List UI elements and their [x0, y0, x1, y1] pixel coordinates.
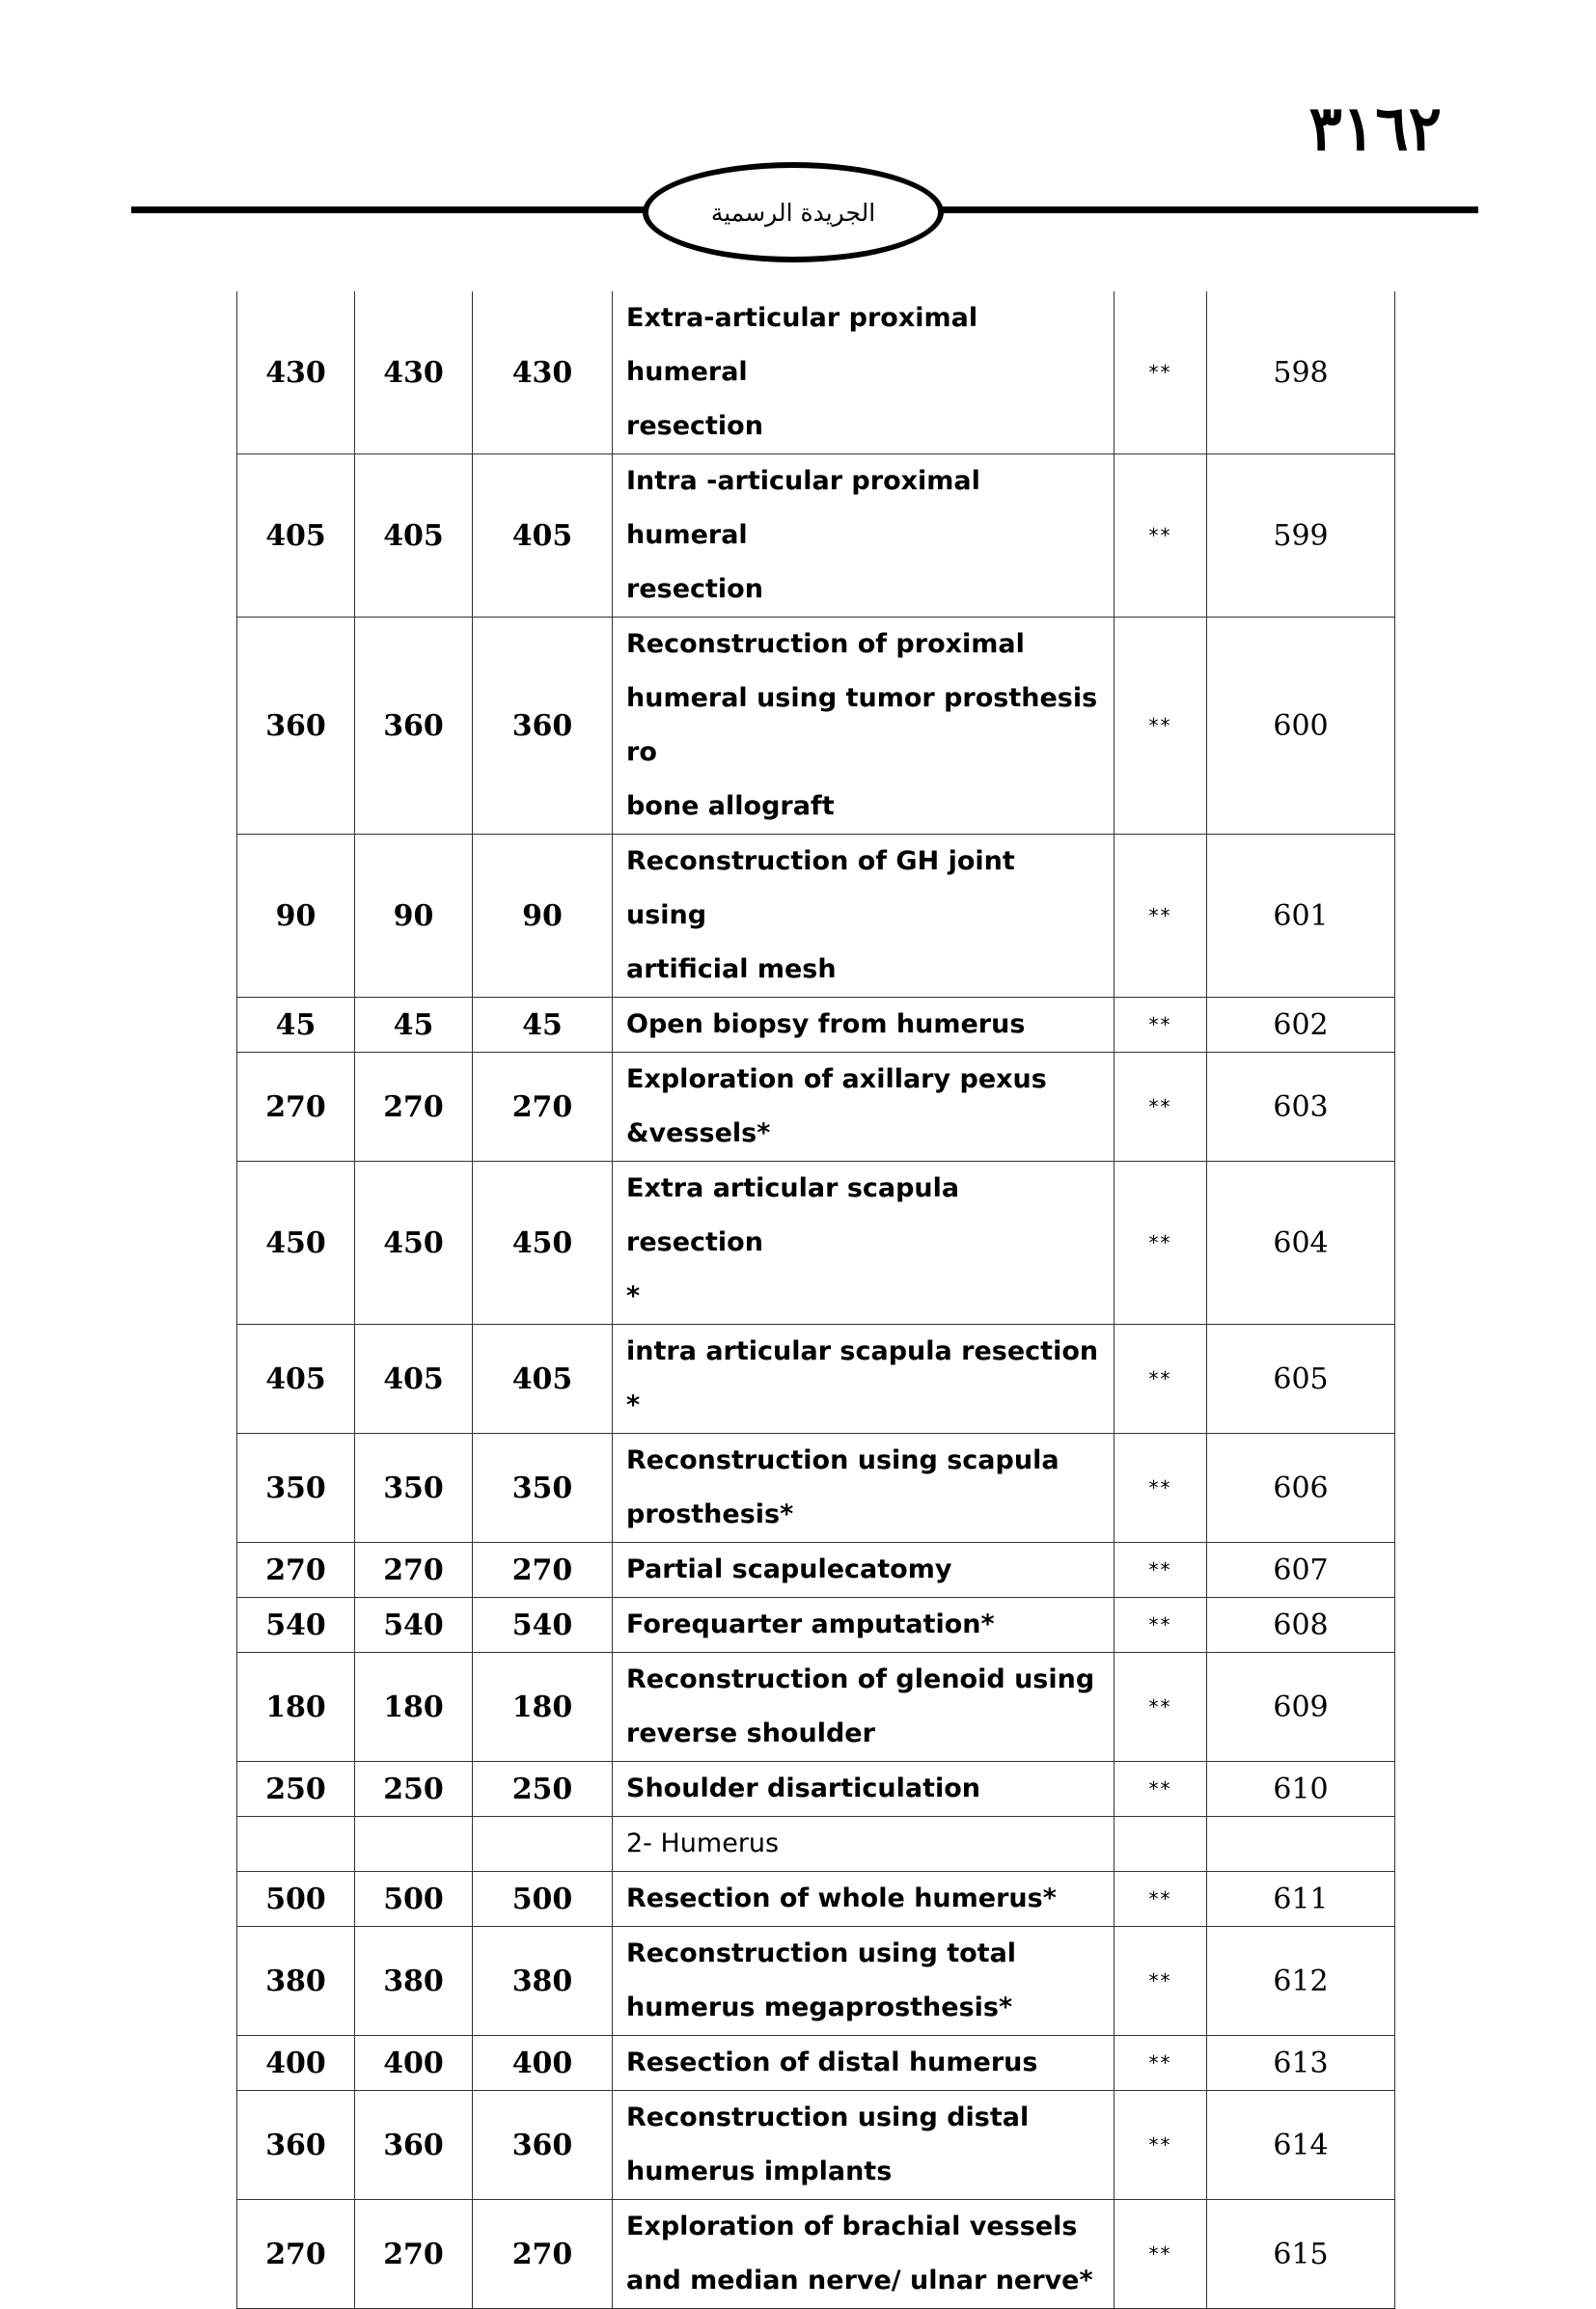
- description-line: Extra-articular proximal humeral: [626, 303, 978, 387]
- star-marker: **: [1114, 2091, 1207, 2200]
- star-marker: **: [1114, 1325, 1207, 1434]
- fee-cell-3: 180: [473, 1653, 613, 1762]
- description-line: 2- Humerus: [626, 1828, 780, 1858]
- table-row: [237, 1927, 1395, 2036]
- description-line: *: [626, 1281, 641, 1311]
- description-line: Exploration of brachial vessels: [626, 2212, 1078, 2241]
- description-line: and median nerve/ ulnar nerve*: [626, 2266, 1093, 2295]
- procedure-code: 615: [1207, 2200, 1395, 2309]
- fee-cell-3: 430: [473, 291, 613, 454]
- fee-cell-1: 380: [237, 1927, 355, 2036]
- procedure-code: 607: [1207, 1543, 1395, 1598]
- page-number: ٣١٦٢: [1308, 93, 1442, 165]
- fee-cell-2: 90: [355, 835, 473, 998]
- table-row: [237, 1817, 1395, 1872]
- procedure-code: 613: [1207, 2036, 1395, 2091]
- fee-cell-3: [473, 1817, 613, 1872]
- description-line: Forequarter amputation*: [626, 1609, 995, 1639]
- fee-cell-2: 180: [355, 1653, 473, 1762]
- fee-cell-3: 270: [473, 1053, 613, 1162]
- description-line: Reconstruction using scapula: [626, 1445, 1059, 1475]
- procedure-code: 608: [1207, 1598, 1395, 1653]
- fee-cell-1: 450: [237, 1162, 355, 1325]
- fee-cell-1: 405: [237, 1325, 355, 1434]
- star-marker: **: [1114, 1434, 1207, 1543]
- fee-cell-1: 250: [237, 1762, 355, 1817]
- fee-cell-2: 250: [355, 1762, 473, 1817]
- description-line: Shoulder disarticulation: [626, 1773, 981, 1803]
- star-marker: **: [1114, 835, 1207, 998]
- star-marker: **: [1114, 1053, 1207, 1162]
- description-line: Reconstruction of GH joint using: [626, 846, 1015, 930]
- star-marker: **: [1114, 1927, 1207, 2036]
- procedure-code: [1207, 1817, 1395, 1872]
- procedure-description: [613, 835, 1114, 998]
- fee-cell-2: 350: [355, 1434, 473, 1543]
- fee-cell-2: [355, 1817, 473, 1872]
- fee-cell-1: 45: [237, 998, 355, 1053]
- fee-cell-1: 270: [237, 2200, 355, 2309]
- fee-cell-3: 270: [473, 2200, 613, 2309]
- procedure-code: 609: [1207, 1653, 1395, 1762]
- description-line: Reconstruction of proximal: [626, 629, 1025, 659]
- fee-cell-1: 360: [237, 2091, 355, 2200]
- description-line: bone allograft: [626, 791, 835, 821]
- fee-cell-2: 360: [355, 2091, 473, 2200]
- procedure-description: [613, 1162, 1114, 1325]
- procedure-code: 612: [1207, 1927, 1395, 2036]
- procedure-description: [613, 1543, 1114, 1598]
- description-line: &vessels*: [626, 1118, 771, 1148]
- star-marker: **: [1114, 1762, 1207, 1817]
- star-marker: **: [1114, 1872, 1207, 1927]
- table-row: [237, 998, 1395, 1053]
- fee-cell-2: 400: [355, 2036, 473, 2091]
- fee-cell-3: 360: [473, 618, 613, 835]
- procedure-description: [613, 1653, 1114, 1762]
- table-row: [237, 291, 1395, 454]
- fee-cell-1: 270: [237, 1543, 355, 1598]
- fee-cell-2: 540: [355, 1598, 473, 1653]
- description-line: Partial scapulecatomy: [626, 1554, 952, 1584]
- procedure-code: 604: [1207, 1162, 1395, 1325]
- table-row: [237, 1434, 1395, 1543]
- fee-table: [236, 291, 1395, 2309]
- procedure-description: [613, 1927, 1114, 2036]
- table-row: [237, 2036, 1395, 2091]
- header-oval: [643, 162, 944, 262]
- star-marker: **: [1114, 291, 1207, 454]
- procedure-code: 598: [1207, 291, 1395, 454]
- table-row: [237, 2200, 1395, 2309]
- procedure-description: [613, 618, 1114, 835]
- description-line: humerus implants: [626, 2157, 893, 2186]
- star-marker: **: [1114, 1598, 1207, 1653]
- procedure-description: [613, 2036, 1114, 2091]
- fee-cell-2: 270: [355, 1053, 473, 1162]
- description-line: Exploration of axillary pexus: [626, 1064, 1047, 1094]
- star-marker: **: [1114, 1543, 1207, 1598]
- fee-cell-1: 350: [237, 1434, 355, 1543]
- fee-cell-2: 380: [355, 1927, 473, 2036]
- fee-cell-1: 400: [237, 2036, 355, 2091]
- description-line: humerus megaprosthesis*: [626, 1993, 1013, 2022]
- table-row: [237, 1598, 1395, 1653]
- procedure-code: 614: [1207, 2091, 1395, 2200]
- procedure-description: [613, 998, 1114, 1053]
- procedure-description: [613, 291, 1114, 454]
- procedure-code: 600: [1207, 618, 1395, 835]
- table-row: [237, 2091, 1395, 2200]
- procedure-description: [613, 454, 1114, 618]
- fee-cell-3: 90: [473, 835, 613, 998]
- fee-cell-3: 400: [473, 2036, 613, 2091]
- description-line: prosthesis*: [626, 1499, 794, 1529]
- fee-cell-1: 500: [237, 1872, 355, 1927]
- fee-cell-3: 540: [473, 1598, 613, 1653]
- table-row: [237, 1053, 1395, 1162]
- star-marker: **: [1114, 998, 1207, 1053]
- star-marker: [1114, 1817, 1207, 1872]
- table-row: [237, 1762, 1395, 1817]
- fee-cell-2: 270: [355, 2200, 473, 2309]
- procedure-description: [613, 1325, 1114, 1434]
- star-marker: **: [1114, 1653, 1207, 1762]
- procedure-code: 606: [1207, 1434, 1395, 1543]
- procedure-code: 611: [1207, 1872, 1395, 1927]
- fee-cell-1: 405: [237, 454, 355, 618]
- fee-cell-1: 430: [237, 291, 355, 454]
- description-line: Reconstruction using total: [626, 1938, 1017, 1968]
- fee-cell-2: 405: [355, 454, 473, 618]
- procedure-description: [613, 1872, 1114, 1927]
- fee-cell-3: 380: [473, 1927, 613, 2036]
- header-title: الجريدة الرسمية: [710, 198, 876, 227]
- description-line: Open biopsy from humerus: [626, 1009, 1026, 1039]
- procedure-code: 605: [1207, 1325, 1395, 1434]
- description-line: Resection of whole humerus*: [626, 1883, 1057, 1913]
- description-line: resection: [626, 411, 763, 441]
- procedure-description: [613, 2200, 1114, 2309]
- description-line: Reconstruction of glenoid using: [626, 1664, 1095, 1694]
- procedure-code: 601: [1207, 835, 1395, 998]
- fee-cell-2: 360: [355, 618, 473, 835]
- table-row: [237, 1653, 1395, 1762]
- description-line: *: [626, 1390, 641, 1420]
- procedure-description: [613, 1817, 1114, 1872]
- procedure-description: [613, 1053, 1114, 1162]
- fee-cell-1: 360: [237, 618, 355, 835]
- table-row: [237, 1543, 1395, 1598]
- table-row: [237, 1325, 1395, 1434]
- fee-cell-3: 350: [473, 1434, 613, 1543]
- fee-cell-2: 430: [355, 291, 473, 454]
- procedure-description: [613, 1598, 1114, 1653]
- description-line: Intra -articular proximal humeral: [626, 466, 980, 550]
- procedure-code: 599: [1207, 454, 1395, 618]
- procedure-code: 602: [1207, 998, 1395, 1053]
- fee-cell-1: 180: [237, 1653, 355, 1762]
- description-line: humeral using tumor prosthesis: [626, 683, 1098, 713]
- fee-cell-3: 45: [473, 998, 613, 1053]
- fee-cell-2: 405: [355, 1325, 473, 1434]
- fee-cell-1: [237, 1817, 355, 1872]
- star-marker: **: [1114, 1162, 1207, 1325]
- fee-cell-3: 405: [473, 454, 613, 618]
- description-line: reverse shoulder: [626, 1718, 875, 1748]
- fee-cell-3: 250: [473, 1762, 613, 1817]
- procedure-code: 603: [1207, 1053, 1395, 1162]
- star-marker: **: [1114, 2200, 1207, 2309]
- fee-cell-2: 270: [355, 1543, 473, 1598]
- table-row: [237, 835, 1395, 998]
- fee-cell-3: 360: [473, 2091, 613, 2200]
- table-row: [237, 1162, 1395, 1325]
- description-line: Resection of distal humerus: [626, 2048, 1038, 2077]
- star-marker: **: [1114, 2036, 1207, 2091]
- procedure-description: [613, 1434, 1114, 1543]
- fee-cell-3: 270: [473, 1543, 613, 1598]
- description-line: artificial mesh: [626, 954, 837, 984]
- description-line: intra articular scapula resection: [626, 1336, 1099, 1366]
- fee-cell-3: 500: [473, 1872, 613, 1927]
- fee-cell-3: 450: [473, 1162, 613, 1325]
- description-line: resection: [626, 574, 763, 604]
- fee-cell-1: 90: [237, 835, 355, 998]
- fee-cell-1: 540: [237, 1598, 355, 1653]
- table-row: [237, 618, 1395, 835]
- description-line: ro: [626, 737, 657, 767]
- star-marker: **: [1114, 454, 1207, 618]
- fee-cell-3: 405: [473, 1325, 613, 1434]
- procedure-code: 610: [1207, 1762, 1395, 1817]
- table-row: [237, 1872, 1395, 1927]
- procedure-description: [613, 1762, 1114, 1817]
- fee-cell-1: 270: [237, 1053, 355, 1162]
- fee-cell-2: 45: [355, 998, 473, 1053]
- table-row: [237, 454, 1395, 618]
- fee-cell-2: 450: [355, 1162, 473, 1325]
- description-line: Extra articular scapula resection: [626, 1173, 960, 1257]
- procedure-description: [613, 2091, 1114, 2200]
- star-marker: **: [1114, 618, 1207, 835]
- description-line: Reconstruction using distal: [626, 2103, 1030, 2132]
- fee-cell-2: 500: [355, 1872, 473, 1927]
